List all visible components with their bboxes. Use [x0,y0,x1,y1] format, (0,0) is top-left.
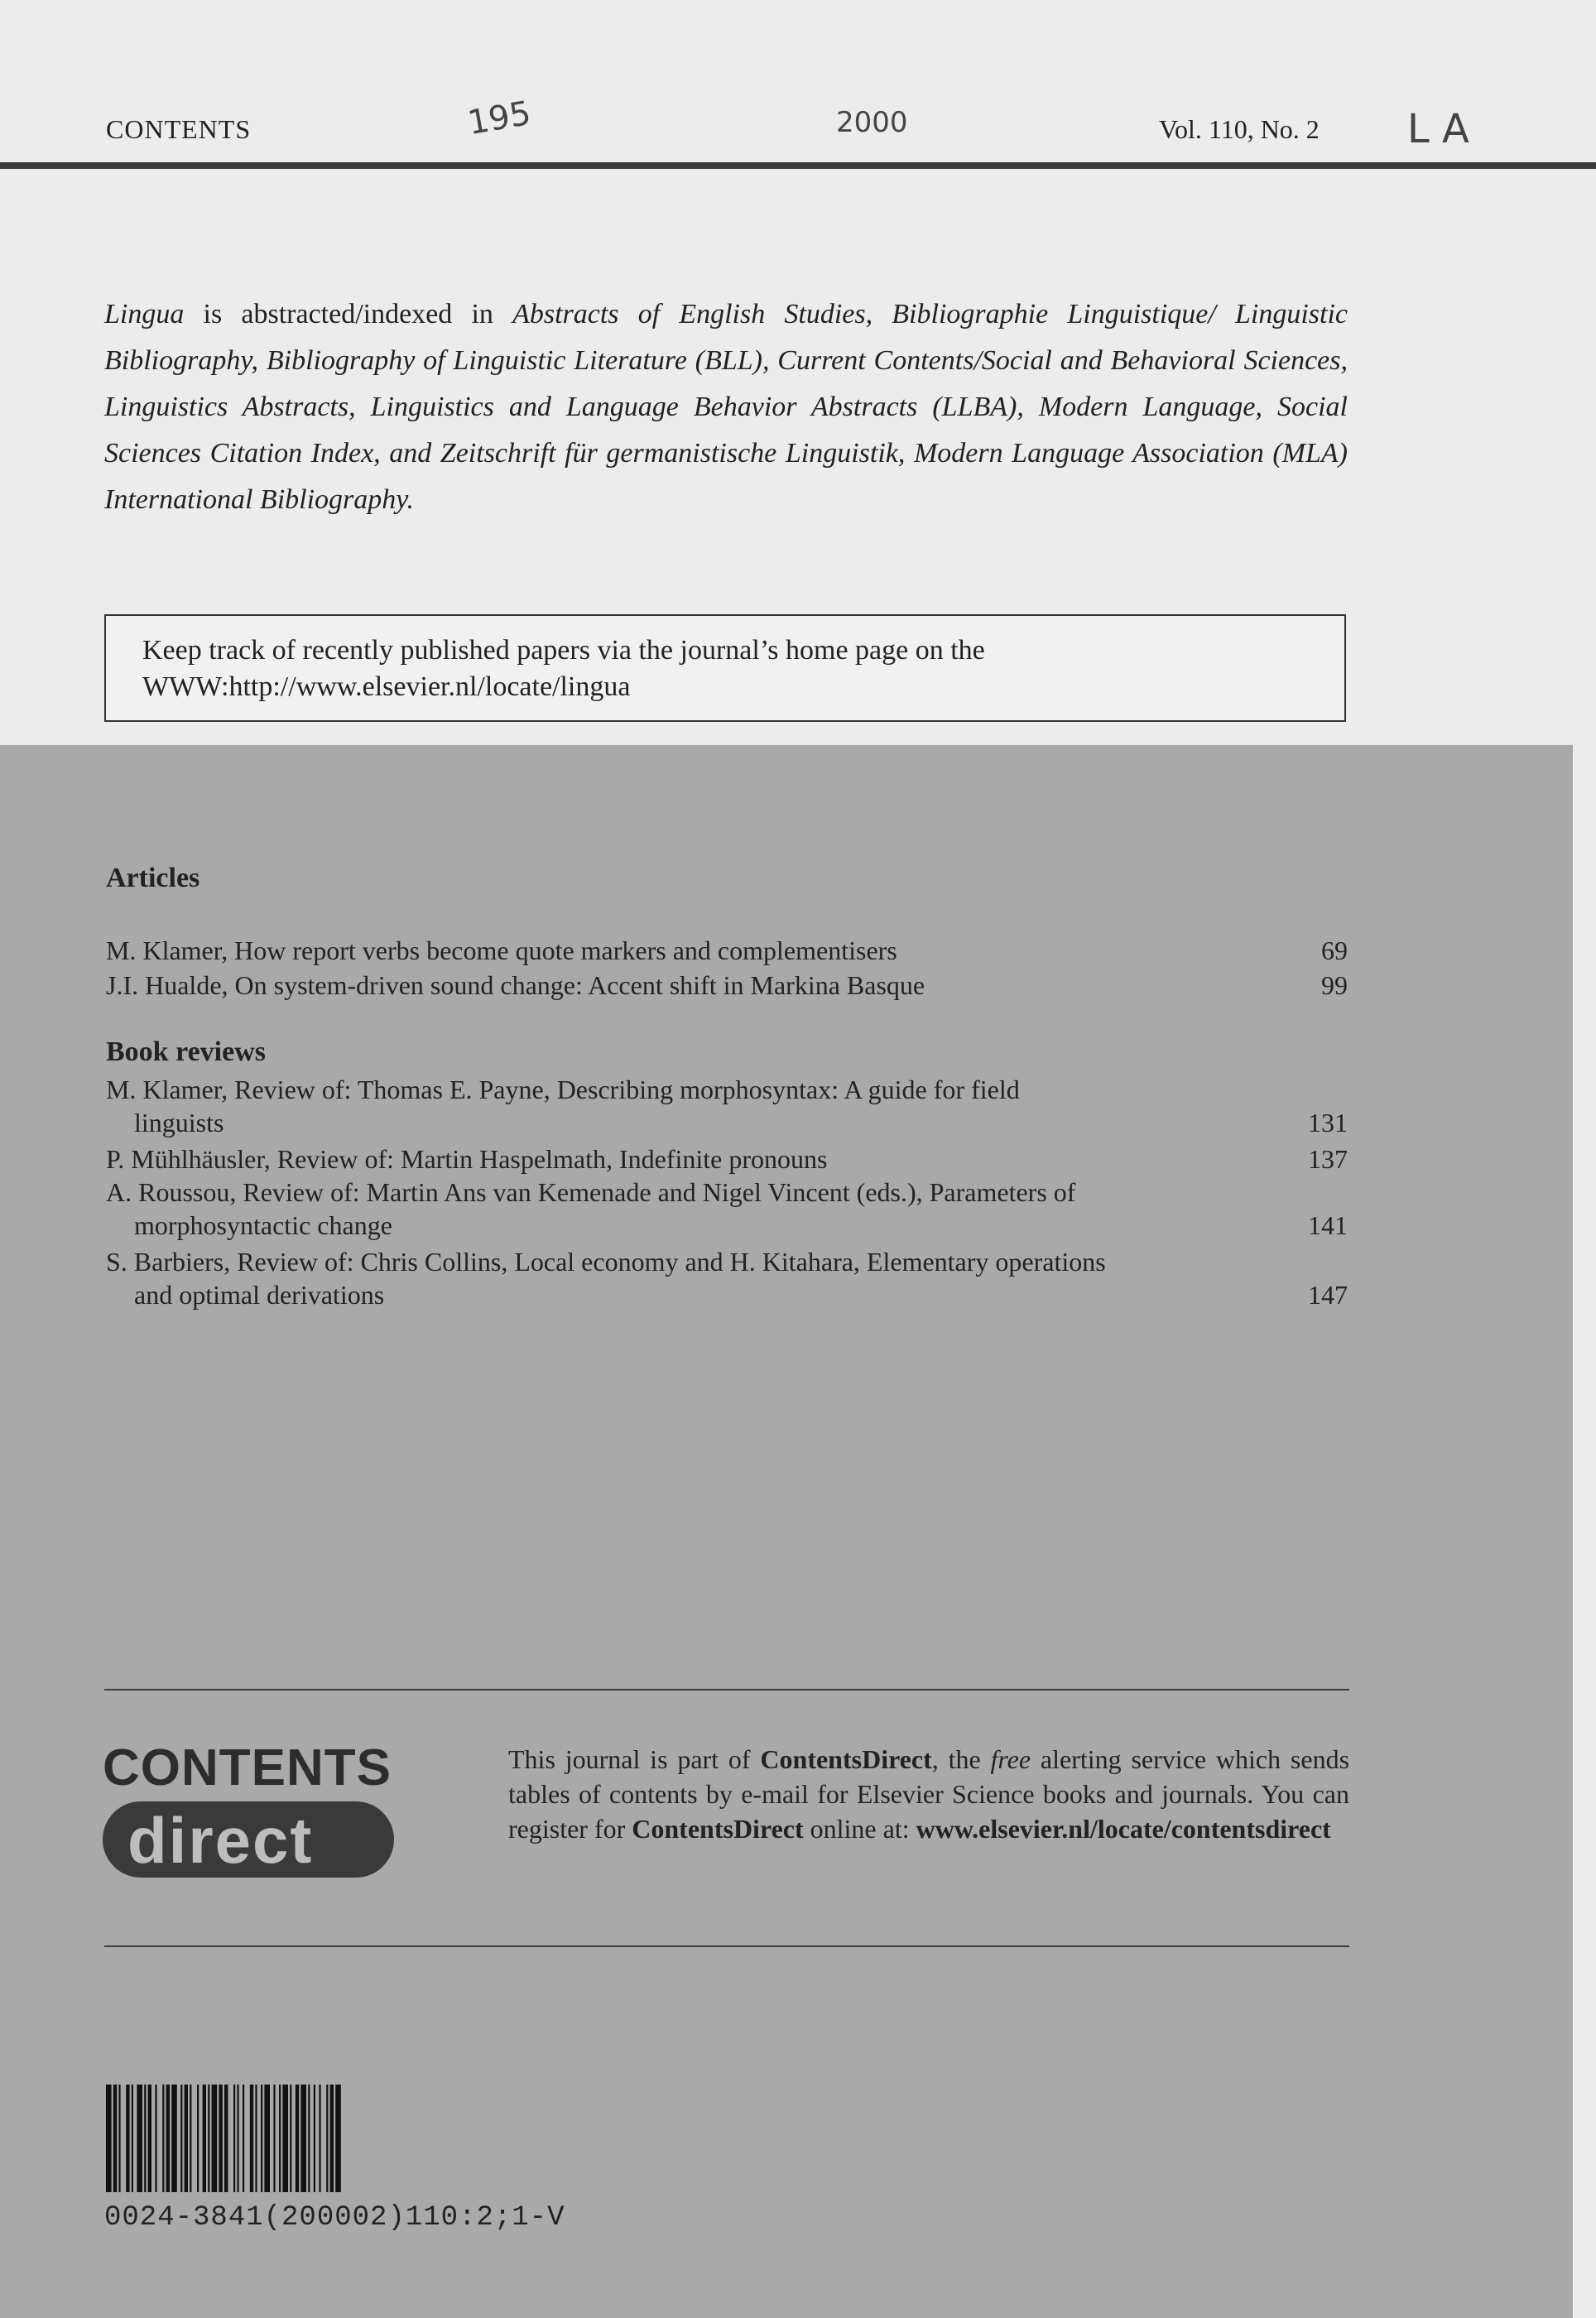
review-title-continued: morphosyntactic change [134,1210,392,1240]
barcode-bar [162,2085,164,2192]
page-number: 99 [1321,970,1348,1000]
indexing-text: is abstracted/indexed in [184,299,513,329]
barcode-bar [326,2085,328,2192]
barcode-bar [118,2085,120,2192]
cd-text-part: online at: [803,1814,916,1844]
barcode-bar [330,2085,334,2192]
barcode-bar [126,2085,129,2192]
page-number: 137 [1308,1144,1348,1174]
barcode-bar [237,2085,238,2192]
barcode-bar [300,2085,306,2192]
logo-direct-pill [103,1801,394,1878]
volume-label: Vol. 110, No. 2 [1159,114,1320,144]
page-number: 69 [1321,935,1348,965]
review-entry[interactable] [106,1245,1348,1311]
header-rule [0,162,1596,169]
barcode-bar [144,2085,146,2192]
review-title: M. Klamer, Review of: Thomas E. Payne, Describing morphosyntax: A guide for field [106,1075,1020,1104]
logo-direct-word: direct [127,1804,314,1877]
barcode-bar [203,2085,206,2192]
cd-free-word: free [990,1744,1031,1774]
barcode-bar [185,2085,188,2192]
barcode-bar [250,2085,253,2192]
page-number: 147 [1308,1280,1348,1310]
barcode-bar [308,2085,310,2192]
barcode-bar [279,2085,281,2192]
barcode-bar [113,2085,117,2192]
handwritten-note-3: L A [1407,106,1469,152]
review-entry[interactable] [106,1073,1348,1139]
review-title: P. Mühlhäusler, Review of: Martin Haspelmath, Indefinite pronouns [106,1144,828,1174]
contents-heading: CONTENTS [106,114,252,144]
barcode-bar [212,2085,218,2192]
review-title: S. Barbiers, Review of: Chris Collins, Local economy and H. Kitahara, Elementary operations [106,1247,1106,1277]
cd-text-part: This journal is part of [508,1744,761,1774]
barcode-image [104,2085,560,2192]
divider-top [104,1689,1349,1690]
review-title-continued: and optimal derivations [134,1280,385,1310]
barcode-bar [264,2085,270,2192]
cd-service-name: ContentsDirect [632,1814,804,1844]
cd-text-part: alerting service which sends tables of contents by e-mail for Elsevier Science books and journals. You can register for [508,1744,1350,1844]
barcode-bar [137,2085,142,2192]
barcode-bar [132,2085,133,2192]
barcode-bar [243,2085,244,2192]
barcode-bar [335,2085,341,2192]
indexing-services: Abstracts of English Studies, Bibliographie Linguistique/ Linguistic Bibliography, Bibliography of Linguistic Literature (BLL), Current Contents/Social and Behavioral Sciences, Linguistics Abstracts, Linguistics and Language Behavior Abstracts (LLBA), Modern Language, Social Sciences Citation Index, and Zeitschrift für germanistische Linguistik, Modern Language Association (MLA) International Bibliography. [104,299,1348,515]
cd-text-part: , the [931,1744,991,1774]
barcode-number: 0024-3841(200002)110:2;1-V [104,2202,565,2234]
barcode-bar [314,2085,315,2192]
barcode-bar [219,2085,222,2192]
homepage-notice-box [104,614,1346,722]
journal-name: Lingua [104,299,185,329]
barcode-bar [273,2085,275,2192]
barcode-bar [282,2085,288,2192]
barcode-bar [208,2085,209,2192]
book-reviews-heading: Book reviews [106,1036,266,1067]
barcode-bar [166,2085,170,2192]
handwritten-note-2: 2000 [836,106,908,139]
contents-direct-text [508,1742,1349,1846]
barcode-bar [171,2085,177,2192]
barcode-bar [319,2085,320,2192]
contents-direct-logo [103,1738,401,1881]
barcode-bar [148,2085,151,2192]
page-number: 141 [1308,1210,1348,1240]
barcode-bar [233,2085,235,2192]
article-title: M. Klamer, How report verbs become quote markers and complementisers [106,935,897,965]
cd-service-name: ContentsDirect [760,1744,932,1774]
review-entry[interactable] [106,1176,1348,1242]
barcode-bar [197,2085,199,2192]
barcode-bar [255,2085,257,2192]
indexing-paragraph [104,291,1348,523]
articles-heading: Articles [106,863,200,893]
article-title: J.I. Hualde, On system-driven sound change: Accent shift in Markina Basque [106,970,925,1000]
barcode-bar [180,2085,182,2192]
review-entry[interactable] [106,1142,1348,1176]
logo-contents-word: CONTENTS [103,1739,392,1796]
article-entry[interactable] [106,969,1348,1002]
divider-bottom [104,1945,1349,1947]
barcode-bar [106,2085,112,2192]
page-number: 131 [1308,1108,1348,1137]
barcode-bar [290,2085,291,2192]
barcode-bar [261,2085,262,2192]
review-title-continued: linguists [134,1108,224,1137]
barcode-bar [296,2085,299,2192]
review-title: A. Roussou, Review of: Martin Ans van Kemenade and Nigel Vincent (eds.), Parameters of [106,1177,1076,1207]
cd-url-link[interactable]: www.elsevier.nl/locate/contentsdirect [916,1814,1331,1844]
barcode-bar [155,2085,156,2192]
barcode-bar [224,2085,228,2192]
barcode-bar [190,2085,191,2192]
handwritten-note-1: 195 [464,94,534,143]
article-entry[interactable] [106,934,1348,967]
homepage-notice-text: Keep track of recently published papers via the journal’s home page on the WWW:http://www.elsevier.nl/locate/lingua [142,635,985,702]
